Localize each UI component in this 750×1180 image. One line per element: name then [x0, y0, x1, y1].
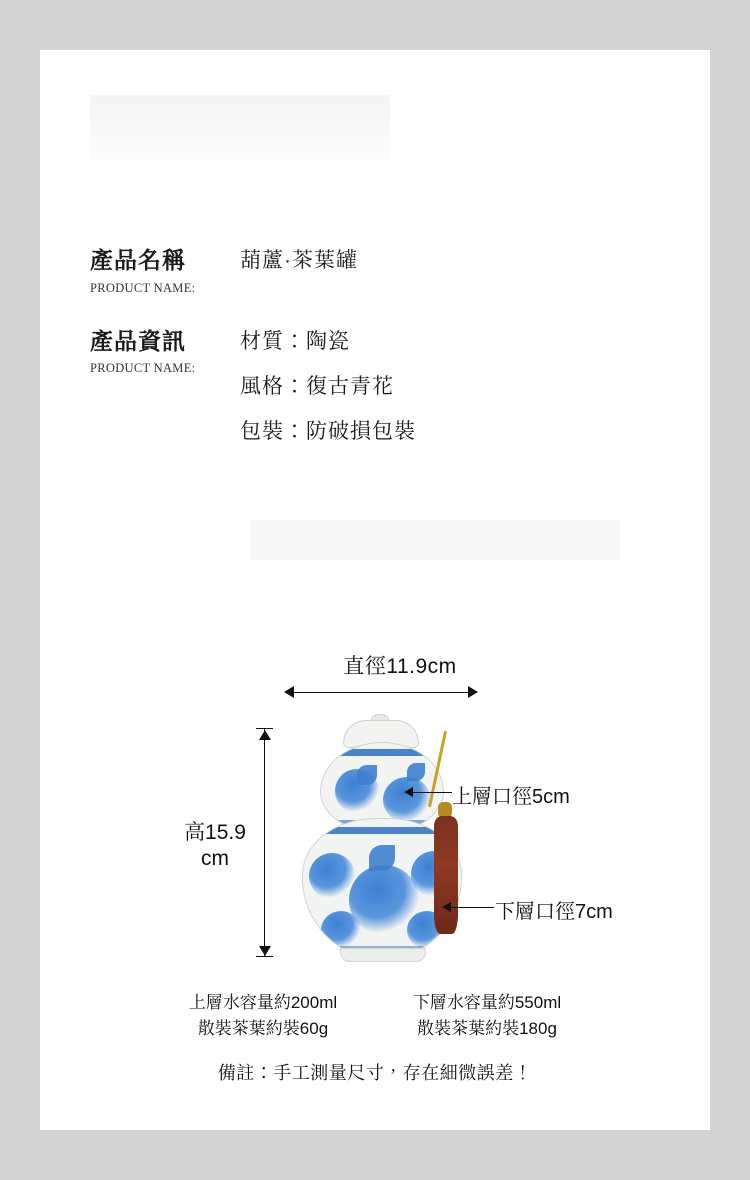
height-dimension-cap-top	[256, 728, 273, 729]
petal-icon	[357, 765, 377, 785]
diameter-dimension-label: 直徑11.9cm	[343, 655, 457, 678]
spec-values-product-info	[240, 326, 416, 443]
height-dimension-label	[170, 820, 260, 873]
floral-motif-icon	[309, 853, 355, 899]
spec-label-en: PRODUCT NAME:	[90, 361, 196, 376]
gourd-tea-caddy-illustration	[288, 720, 478, 965]
callout-upper-opening: 上層口徑5cm	[452, 786, 570, 808]
callout-leader-top	[410, 792, 452, 793]
spec-value-material: 材質：陶瓷	[240, 329, 350, 353]
callout-lower-opening: 下層口徑7cm	[495, 901, 613, 923]
height-unit: cm	[201, 847, 229, 871]
arrow-up-icon	[259, 730, 271, 740]
floral-motif-icon	[383, 777, 431, 823]
dimension-diagram	[40, 620, 710, 990]
floral-motif-icon	[321, 911, 361, 949]
tassel-skirt	[434, 816, 458, 934]
section-divider-placeholder	[250, 520, 620, 560]
spec-row-product-info	[90, 326, 670, 443]
spec-label-zh: 產品資訊	[90, 327, 186, 354]
callout-arrow-bottom-icon	[442, 902, 451, 912]
header-placeholder-banner	[90, 95, 390, 175]
spec-label-en: PRODUCT NAME:	[90, 280, 196, 295]
spec-label-product-name	[90, 245, 240, 296]
jar-base	[340, 948, 426, 962]
height-dimension-line	[264, 728, 265, 956]
spec-value-style: 風格：復古青花	[240, 374, 394, 398]
capacity-upper-water: 上層水容量約200ml	[188, 993, 338, 1012]
petal-icon	[369, 845, 395, 871]
spec-label-zh: 產品名稱	[90, 247, 186, 273]
capacity-upper-tea: 散裝茶葉約裝60g	[197, 1019, 329, 1039]
spec-value-packaging: 包裝：防破損包裝	[240, 419, 416, 443]
arrow-down-icon	[259, 946, 271, 956]
capacity-row	[40, 990, 710, 1043]
spec-label-product-info	[90, 326, 240, 377]
petal-icon	[407, 763, 425, 781]
measurement-note: 備註：手工測量尺寸，存在細微誤差！	[217, 1062, 533, 1083]
spec-values-product-name	[240, 245, 358, 272]
arrow-left-icon	[284, 686, 294, 698]
callout-leader-bottom	[448, 907, 494, 908]
capacity-info	[40, 990, 710, 1085]
height-dimension-cap-bottom	[256, 956, 273, 957]
content-sheet	[40, 50, 710, 1130]
spec-row-product-name	[90, 245, 670, 296]
capacity-lower-tea: 散裝茶葉約裝180g	[417, 1019, 557, 1039]
product-spec-list	[90, 245, 670, 473]
arrow-right-icon	[468, 686, 478, 698]
callout-arrow-top-icon	[404, 787, 413, 797]
capacity-lower-water: 下層水容量約550ml	[412, 993, 562, 1012]
blue-band-icon	[321, 749, 443, 756]
capacity-lower	[387, 990, 587, 1043]
diameter-dimension-line	[288, 692, 476, 693]
capacity-upper	[163, 990, 363, 1043]
spec-value: 葫蘆·茶葉罐	[240, 249, 358, 272]
height-value: 高15.9	[184, 821, 246, 844]
